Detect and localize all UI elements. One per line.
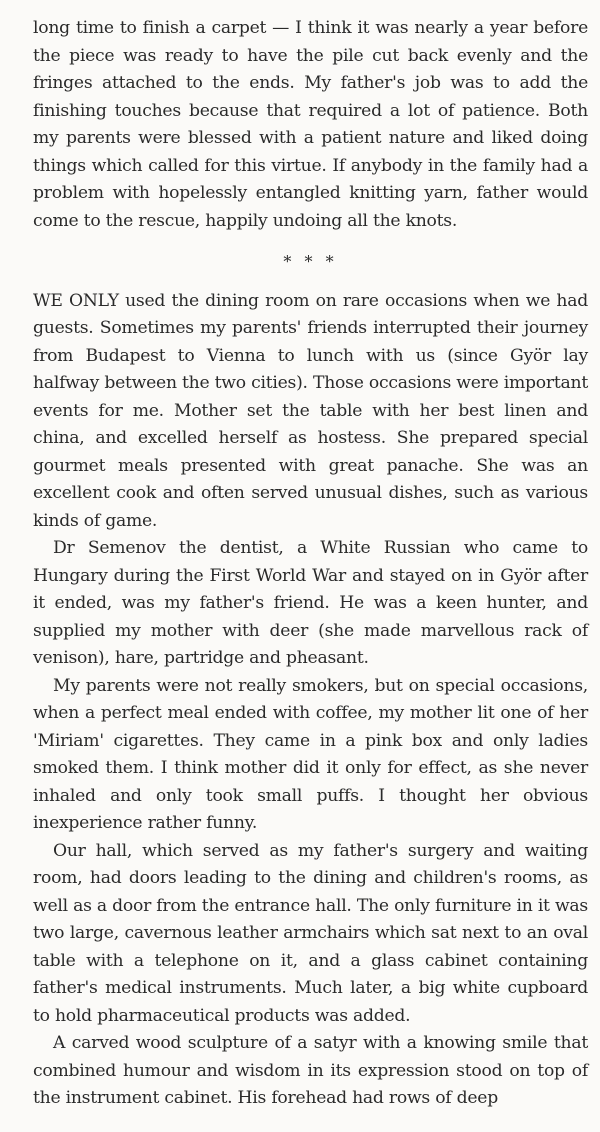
- paragraph-smokers: My parents were not really smokers, but on special occasions, when a perfect meal ended with coffee, my mother lit one of her 'Miriam' cigarettes. They came in a pink box and only ladies smoked them. I think mother did it only for effect, as she never inhaled and only took small puffs. I thought her obvious inexperience rather funny.: [33, 675, 588, 833]
- paragraph-hall: Our hall, which served as my father's surgery and waiting room, had doors leading to the dining and children's rooms, as well as a door from the entrance hall. The only furniture in it was two large, cavernous leather armchairs which sat next to an oval table with a telephone on it, and a glass cabinet containing father's medical instruments. Much later, a big white cupboard to hold pharmaceutical products was added.: [33, 840, 588, 1026]
- page-text: [33, 15, 588, 1113]
- paragraph-carpet: long time to finish a carpet — I think it was nearly a year before the piece was ready to have the pile cut back evenly and the fringes attached to the ends. My father's job was to add the finishing touches because that required a lot of patience. Both my parents were blessed with a patient nature and liked doing things which called for this virtue. If anybody in the family had a problem with hopelessly entangled knitting yarn, father would come to the rescue, happily undoing all the knots.: [33, 18, 588, 231]
- paragraph-dining-room: WE ONLY used the dining room on rare occasions when we had guests. Sometimes my parents' friends interrupted their journey from Budapest to Vienna to lunch with us (since Györ lay halfway between the two cities). Those occasions were important events for me. Mother set the table with her best linen and china, and excelled herself as hostess. She prepared special gourmet meals presented with great panache. She was an excellent cook and often served unusual dishes, such as various kinds of game.: [33, 290, 588, 531]
- section-separator: * * *: [283, 252, 338, 271]
- paragraph-satyr: A carved wood sculpture of a satyr with a knowing smile that combined humour and wisdom in its expression stood on top of the instrument cabinet. His forehead had rows of deep: [33, 1033, 588, 1108]
- paragraph-dr-semenov: Dr Semenov the dentist, a White Russian who came to Hungary during the First World War and stayed on in Györ after it ended, was my father's friend. He was a keen hunter, and supplied my mother with deer (she made marvellous rack of venison), hare, partridge and pheasant.: [33, 538, 588, 668]
